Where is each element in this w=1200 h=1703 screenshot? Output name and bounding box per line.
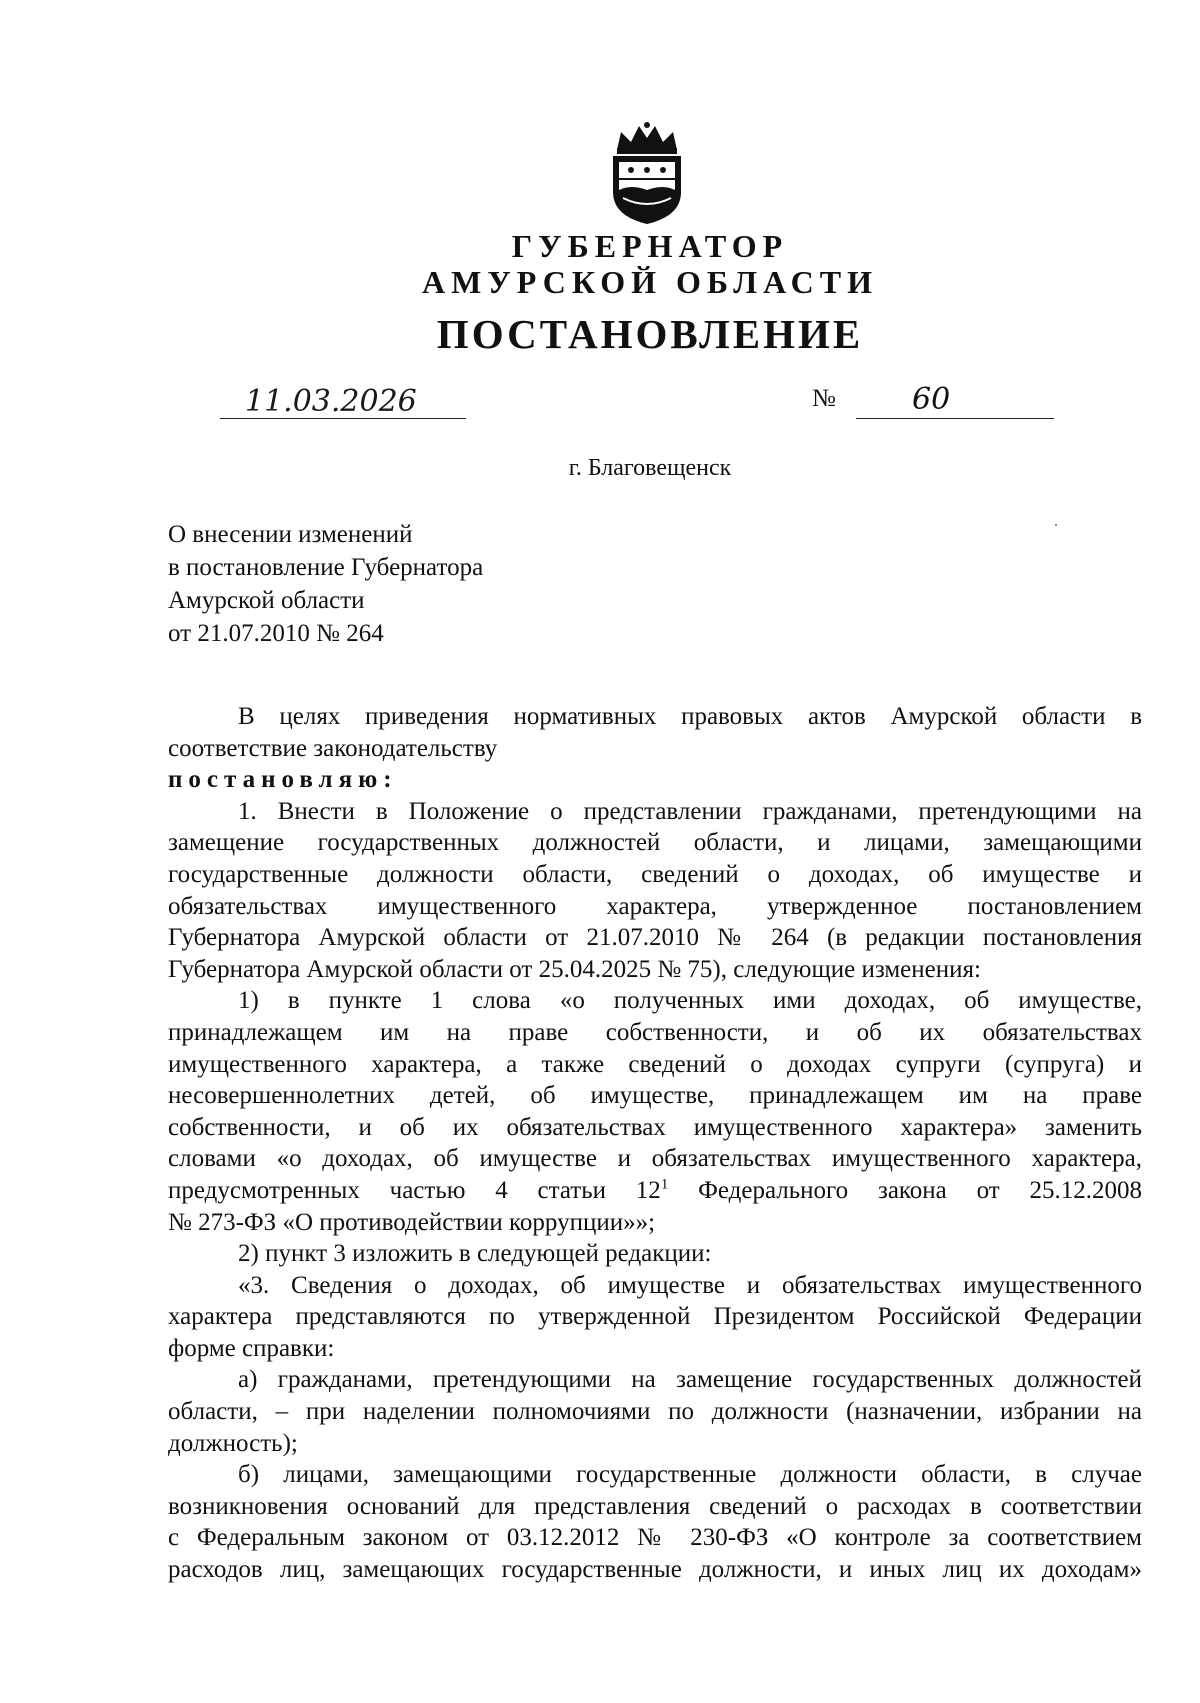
subject-line: в постановление Губернатора bbox=[168, 554, 484, 581]
paragraph-line: словами «о доходах, об имуществе и обязательствах имущественного характера, bbox=[168, 1145, 1142, 1173]
paragraph-line: форме справки: bbox=[168, 1334, 335, 1362]
coat-of-arms-icon bbox=[603, 120, 691, 226]
subject-line: от 21.07.2010 № 264 bbox=[168, 620, 384, 647]
paragraph-line: государственные должности области, сведений о доходах, об имуществе и bbox=[168, 860, 1142, 888]
subject-line: Амурской области bbox=[168, 587, 365, 614]
org-title-line1: ГУБЕРНАТОР bbox=[511, 228, 789, 264]
paragraph-line: характера представляются по утвержденной Президентом Российской Федерации bbox=[168, 1303, 1142, 1331]
preamble-line: соответствие законодательству bbox=[168, 734, 498, 762]
document-subject bbox=[168, 518, 483, 650]
paragraph-line: имущественного характера, а также сведений о доходах супруги (супруга) и bbox=[168, 1050, 1142, 1078]
paragraph-line: расходов лиц, замещающих государственные должности, и иных лиц их доходам» bbox=[168, 1556, 1142, 1584]
subject-line: О внесении изменений bbox=[168, 521, 413, 548]
scan-speck bbox=[1055, 524, 1057, 526]
paragraph-line: несовершеннолетних детей, об имуществе, принадлежащем им на праве bbox=[168, 1082, 1142, 1110]
document-body bbox=[168, 701, 1142, 1586]
paragraph-line: обязательствах имущественного характера, утвержденное постановлением bbox=[168, 892, 1142, 920]
paragraph-line: б) лицами, замещающими государственные должности области, в случае bbox=[238, 1461, 1142, 1489]
document-date: 11.03.2026 bbox=[245, 384, 417, 419]
document-number: 60 bbox=[912, 382, 951, 417]
paragraph-line: замещение государственных должностей области, и лицами, замещающими bbox=[168, 829, 1142, 857]
text-run: Федерального закона от 25.12.2008 bbox=[668, 1176, 1142, 1204]
paragraph-line: собственности, и об их обязательствах имущественного характера» заменить bbox=[168, 1113, 1142, 1141]
document-type-title: ПОСТАНОВЛЕНИЕ bbox=[436, 311, 864, 357]
text-run: предусмотренных частью 4 статьи 12 bbox=[168, 1176, 661, 1204]
paragraph-line: Губернатора Амурской области от 25.04.2025 № 75), следующие изменения: bbox=[168, 955, 981, 983]
date-underline bbox=[220, 418, 466, 419]
paragraph-line: а) гражданами, претендующими на замещение государственных должностей bbox=[238, 1366, 1142, 1394]
decree-word: постановляю: bbox=[168, 766, 398, 794]
paragraph-line: возникновения оснований для представления сведений о расходах в соответствии bbox=[168, 1492, 1142, 1520]
paragraph-line: должность); bbox=[168, 1429, 298, 1457]
paragraph-line: с Федеральным законом от 03.12.2012 № 230-ФЗ «О контроле за соответствием bbox=[168, 1524, 1142, 1552]
org-title-line2: АМУРСКОЙ ОБЛАСТИ bbox=[422, 264, 878, 300]
paragraph-line: 1) в пункте 1 слова «о полученных ими доходах, об имуществе, bbox=[238, 987, 1142, 1015]
city-line: г. Благовещенск bbox=[568, 455, 732, 481]
number-underline bbox=[856, 418, 1054, 419]
number-label: № bbox=[812, 385, 836, 412]
superscript: 1 bbox=[660, 1176, 669, 1193]
paragraph-line: Губернатора Амурской области от 21.07.2010 № 264 (в редакции постановления bbox=[168, 924, 1142, 952]
paragraph-line: 2) пункт 3 изложить в следующей редакции: bbox=[238, 1240, 712, 1268]
paragraph-line bbox=[168, 1175, 1142, 1207]
paragraph-line: области, – при наделении полномочиями по должности (назначении, избрании на bbox=[168, 1398, 1142, 1426]
paragraph-line: принадлежащем им на праве собственности, и об их обязательствах bbox=[168, 1018, 1142, 1046]
paragraph-line: № 273-ФЗ «О противодействии коррупции»»; bbox=[168, 1208, 656, 1236]
preamble-line: В целях приведения нормативных правовых актов Амурской области в bbox=[238, 703, 1142, 730]
paragraph-line: «3. Сведения о доходах, об имуществе и обязательствах имущественного bbox=[238, 1271, 1142, 1299]
paragraph-line: 1. Внести в Положение о представлении гражданами, претендующими на bbox=[238, 797, 1142, 825]
